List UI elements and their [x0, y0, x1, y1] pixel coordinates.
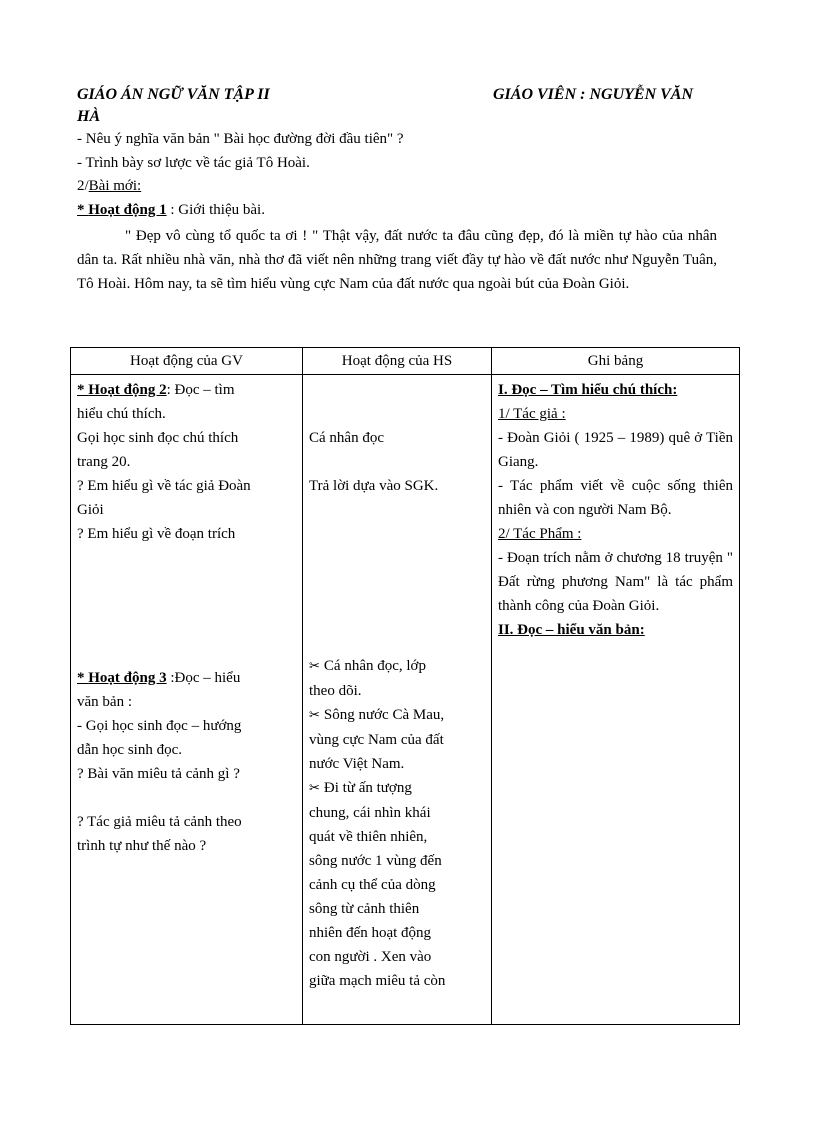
teacher-line: trang 20.	[77, 454, 131, 470]
activity-2-heading	[77, 378, 296, 402]
scissors-icon: ✂	[309, 659, 320, 674]
student-line: cảnh cụ thể của dòng	[309, 877, 436, 893]
teacher-line: ? Bài văn miêu tả cảnh gì ?	[77, 766, 240, 782]
teacher-line: Giỏi	[77, 502, 104, 518]
header-teacher-activity: Hoạt động của GV	[71, 348, 303, 375]
lesson-table	[70, 347, 740, 1025]
header-teacher-name: GIÁO VIÊN : NGUYỄN VĂN	[493, 86, 694, 103]
activity-3-description: :Đọc – hiểu	[166, 670, 241, 686]
new-lesson-number: 2/	[77, 178, 89, 194]
teacher-activity-cell	[71, 375, 303, 1025]
teacher-line: ? Em hiểu gì về đoạn trích	[77, 526, 236, 542]
table-row	[71, 375, 740, 1025]
header-course-title: GIÁO ÁN NGỮ VĂN TẬP II	[77, 86, 270, 103]
student-line: sông từ cảnh thiên	[309, 901, 420, 917]
student-line: con người . Xen vào	[309, 949, 432, 965]
scissors-icon: ✂	[309, 781, 320, 796]
section-1-heading: I. Đọc – Tìm hiểu chú thích:	[498, 382, 678, 398]
work-subheading: 2/ Tác Phẩm :	[498, 526, 582, 542]
activity-2-title: Hoạt động 2	[88, 382, 167, 398]
activity-2-star: *	[77, 382, 89, 398]
header-board-notes: Ghi bảng	[492, 348, 740, 375]
new-lesson-label: Bài mới:	[88, 178, 142, 194]
activity-1-description: : Giới thiệu bài.	[166, 201, 265, 218]
teacher-line: Gọi học sinh đọc chú thích	[77, 430, 239, 446]
section-2-heading: II. Đọc – hiểu văn bản:	[498, 622, 645, 638]
student-line: giữa mạch miêu tả còn	[309, 973, 446, 989]
teacher-line: văn bản :	[77, 694, 132, 710]
student-activity-cell	[303, 375, 492, 1025]
student-line: nhiên đến hoạt động	[309, 925, 432, 941]
student-line: ✂ Sông nước Cà Mau,	[309, 707, 445, 723]
student-line: quát về thiên nhiên,	[309, 829, 428, 845]
student-line: Cá nhân đọc	[309, 430, 384, 446]
teacher-line: dẫn học sinh đọc.	[77, 742, 182, 758]
work-note-1: - Tác phẩm viết về cuộc sống thiên nhiên và con người Nam Bộ.	[498, 478, 733, 518]
teacher-line: ? Em hiểu gì về tác giả Đoàn	[77, 478, 251, 494]
activity-2-description: : Đọc – tìm	[166, 382, 235, 398]
student-line: ✂ Đi từ ấn tượng	[309, 780, 412, 796]
student-line: sông nước 1 vùng đến	[309, 853, 442, 869]
document-page	[77, 84, 739, 296]
author-note: - Đoàn Giỏi ( 1925 – 1989) quê ở Tiền Giang.	[498, 430, 733, 470]
new-lesson-heading	[77, 175, 739, 199]
student-line: nước Việt Nam.	[309, 756, 405, 772]
author-subheading: 1/ Tác giả :	[498, 406, 566, 422]
work-note-2: - Đoạn trích nằm ở chương 18 truyện " Đất rừng phương Nam" là tác phẩm thành công của Đoàn Giỏi.	[498, 550, 733, 614]
student-line: Trả lời dựa vào SGK.	[309, 478, 439, 494]
student-line: chung, cái nhìn khái	[309, 805, 431, 821]
activity-1-heading	[77, 199, 739, 223]
review-question-1: - Nêu ý nghĩa văn bản " Bài học đường đời đầu tiên" ?	[77, 131, 404, 147]
activity-1-title: Hoạt động 1	[88, 201, 167, 218]
header-teacher-name-wrap: HÀ	[77, 108, 101, 125]
student-line: vùng cực Nam của đất	[309, 732, 444, 748]
page-header	[77, 84, 739, 128]
intro-paragraph: " Đẹp vô cùng tổ quốc ta ơi ! " Thật vậy, đất nước ta đâu cũng đẹp, đó là miền tự hào của nhân dân ta. Rất nhiều nhà văn, nhà thơ đã viết nên những trang viết đầy tự hào về đất nước như Nguyễn Tuân, Tô Hoài. Hôm nay, ta sẽ tìm hiểu vùng cực Nam của đất nước qua ngoài bút của Đoàn Giỏi.	[77, 228, 717, 292]
student-line: ✂ Cá nhân đọc, lớp	[309, 658, 426, 674]
table-header-row	[71, 348, 740, 375]
activity-1-star: *	[77, 201, 89, 218]
board-notes-cell	[492, 375, 740, 1025]
activity-3-title: Hoạt động 3	[88, 670, 167, 686]
header-student-activity: Hoạt động của HS	[303, 348, 492, 375]
teacher-line: ? Tác giả miêu tả cảnh theo	[77, 814, 242, 830]
teacher-line: - Gọi học sinh đọc – hướng	[77, 718, 242, 734]
student-line: theo dõi.	[309, 683, 362, 699]
review-question-2: - Trình bày sơ lược về tác giả Tô Hoài.	[77, 154, 310, 171]
scissors-icon: ✂	[309, 708, 320, 723]
activity-3-star: *	[77, 670, 89, 686]
teacher-line: trình tự như thế nào ?	[77, 838, 207, 854]
teacher-line: hiểu chú thích.	[77, 406, 166, 422]
activity-3-heading	[77, 666, 296, 690]
